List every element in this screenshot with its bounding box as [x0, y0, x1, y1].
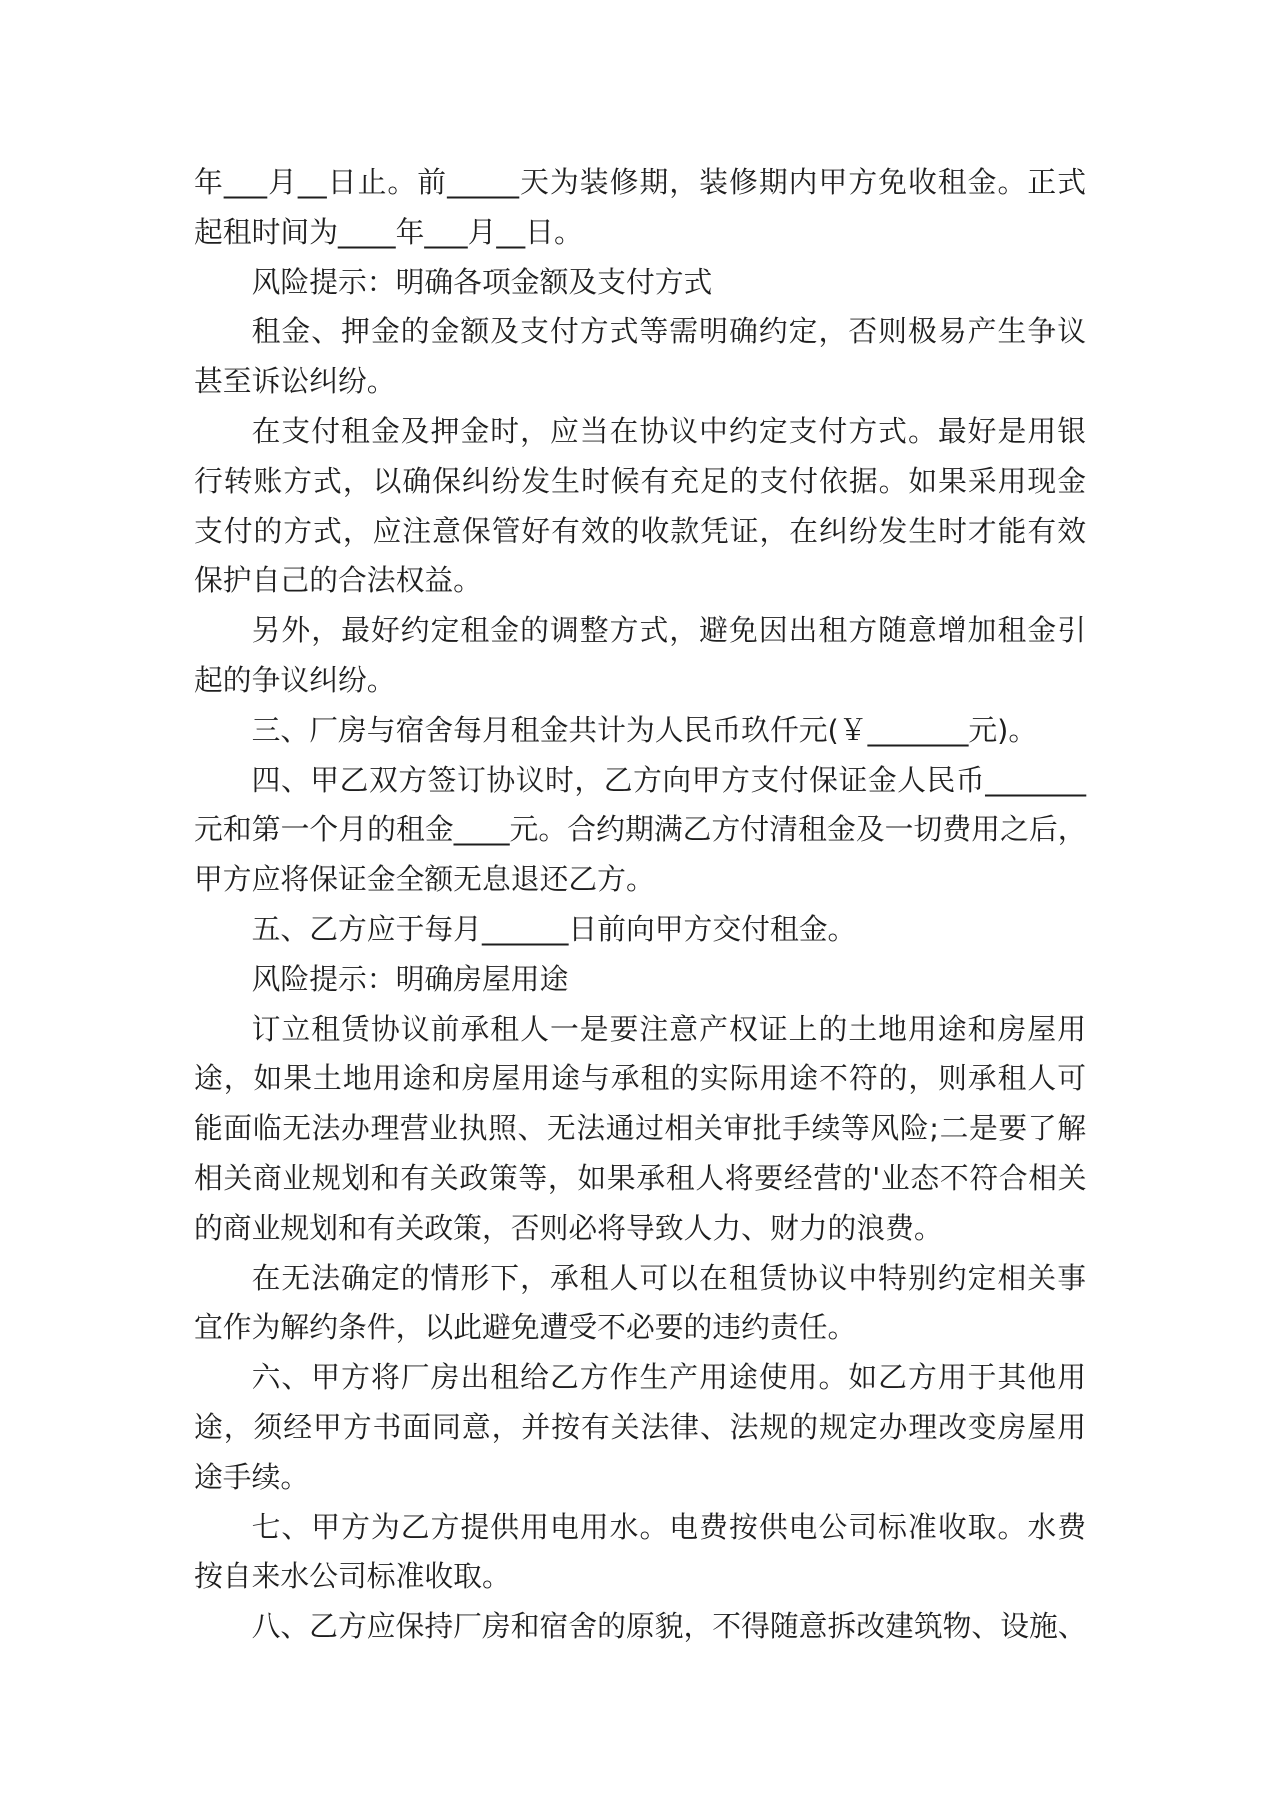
text-line: 另外，最好约定租金的调整方式，避免因出租方随意增加租金引 — [251, 613, 1086, 648]
text-line: 相关商业规划和有关政策等，如果承租人将要经营的'业态不符合相关 — [194, 1160, 1086, 1195]
text-line: 宜作为解约条件，以此避免遭受不必要的违约责任。 — [194, 1310, 857, 1345]
paragraph — [194, 1254, 1086, 1354]
text-line: 途手续。 — [194, 1459, 310, 1494]
text-line: 七、甲方为乙方提供用电用水。电费按供电公司标准收取。水费 — [251, 1509, 1086, 1544]
paragraph — [194, 407, 1086, 606]
text-line: 甲方应将保证金全额无息退还乙方。 — [194, 862, 655, 897]
text-line: 订立租赁协议前承租人一是要注意产权证上的土地用途和房屋用 — [251, 1011, 1086, 1046]
clause-7-utilities — [194, 1503, 1086, 1603]
text-line: 三、厂房与宿舍每月租金共计为人民币玖仟元(￥_______元)。 — [251, 712, 1038, 747]
clause-6-usage — [194, 1353, 1086, 1502]
text-line: 在支付租金及押金时，应当在协议中约定支付方式。最好是用银 — [251, 413, 1086, 448]
paragraph — [194, 307, 1086, 407]
risk-tip-heading — [194, 258, 1086, 308]
text-line: 支付的方式，应注意保管好有效的收款凭证，在纠纷发生时才能有效 — [194, 513, 1086, 548]
text-line: 途，如果土地用途和房屋用途与承租的实际用途不符的，则承租人可 — [194, 1061, 1086, 1096]
text-line: 按自来水公司标准收取。 — [194, 1559, 511, 1594]
text-line: 途，须经甲方书面同意，并按有关法律、法规的规定办理改变房屋用 — [194, 1409, 1086, 1444]
paragraph — [194, 1005, 1086, 1254]
text-line: 保护自己的合法权益。 — [194, 563, 482, 598]
text-line: 起的争议纠纷。 — [194, 662, 396, 697]
text-line: 六、甲方将厂房出租给乙方作生产用途使用。如乙方用于其他用 — [251, 1360, 1086, 1395]
clause-3-monthly-rent — [194, 706, 1086, 756]
text-line: 能面临无法办理营业执照、无法通过相关审批手续等风险;二是要了解 — [194, 1111, 1086, 1146]
text-line: 元和第一个月的租金____元。合约期满乙方付清租金及一切费用之后， — [194, 812, 1086, 847]
paragraph-lease-term-continuation — [194, 158, 1086, 258]
paragraph — [194, 606, 1086, 706]
document-body — [194, 158, 1086, 1652]
risk-tip-heading — [194, 955, 1086, 1005]
text-line: 甚至诉讼纠纷。 — [194, 364, 396, 399]
text-line: 五、乙方应于每月______日前向甲方交付租金。 — [251, 911, 857, 946]
text-line: 八、乙方应保持厂房和宿舍的原貌，不得随意拆改建筑物、设施、 — [251, 1609, 1086, 1644]
text-line: 四、甲乙双方签订协议时，乙方向甲方支付保证金人民币_______ — [251, 762, 1086, 797]
clause-4-deposit — [194, 756, 1086, 905]
text-line: 风险提示：明确各项金额及支付方式 — [251, 264, 713, 299]
text-line: 年___月__日止。前_____天为装修期，装修期内甲方免收租金。正式 — [194, 165, 1086, 199]
text-line: 在无法确定的情形下，承租人可以在租赁协议中特别约定相关事 — [251, 1260, 1086, 1295]
clause-8-preservation — [194, 1602, 1086, 1652]
text-line: 风险提示：明确房屋用途 — [251, 961, 569, 996]
text-line: 行转账方式，以确保纠纷发生时候有充足的支付依据。如果采用现金 — [194, 463, 1086, 498]
text-line: 租金、押金的金额及支付方式等需明确约定，否则极易产生争议 — [251, 314, 1086, 349]
clause-5-payment-date — [194, 905, 1086, 955]
text-line: 起租时间为____年___月__日。 — [194, 214, 583, 249]
text-line: 的商业规划和有关政策，否则必将导致人力、财力的浪费。 — [194, 1210, 943, 1245]
